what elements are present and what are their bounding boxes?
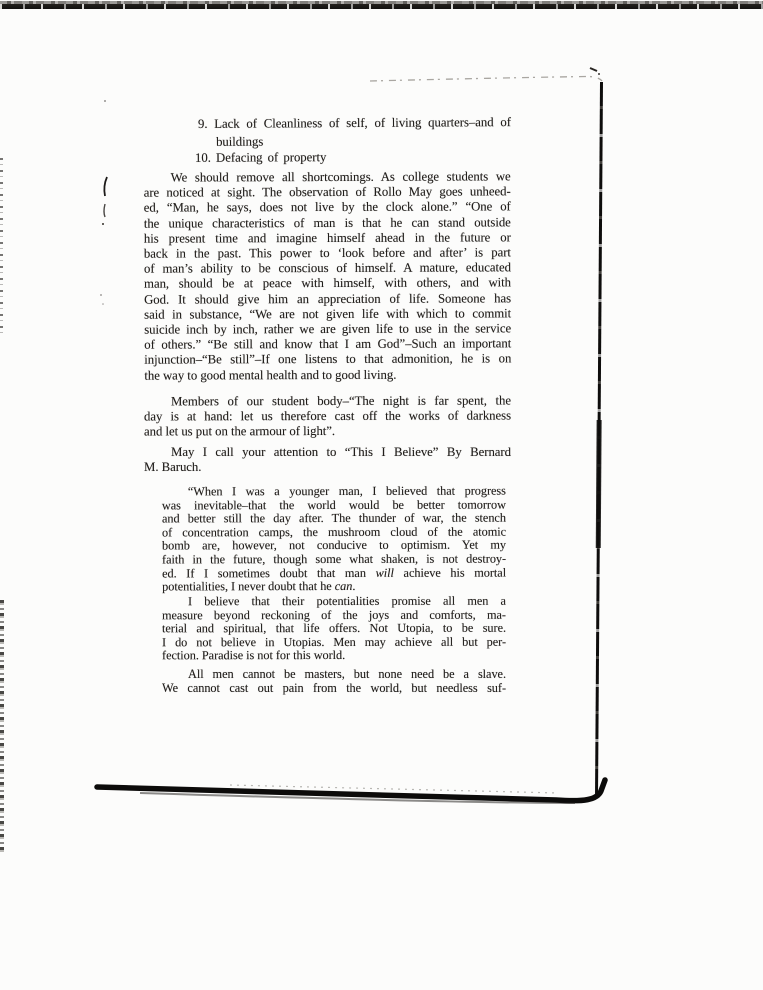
page-bottom-dotted-line bbox=[230, 785, 558, 793]
text-line: the unique characteristics of man is that he can stand outside bbox=[143, 214, 511, 231]
left-margin-scan-noise bbox=[0, 158, 3, 333]
page-right-edge-line bbox=[595, 82, 603, 798]
text-line: was inevitable–that the world would be better tomorrow bbox=[161, 497, 506, 513]
paragraph-2 bbox=[144, 394, 511, 441]
text-line: injunction–“Be still”–If one listens to that admonition, he is on bbox=[144, 351, 512, 368]
list-text: Defacing of property bbox=[215, 150, 327, 165]
blockquote-3 bbox=[162, 668, 506, 695]
text-line: of others.” “Be still and know that I am God”–Such an important bbox=[144, 336, 512, 352]
text-line: faith in the future, though some what shaken, is not destroy- bbox=[162, 551, 507, 567]
text-line: We cannot cast out pain from the world, but needless suf- bbox=[162, 680, 506, 695]
paragraph-3 bbox=[144, 445, 511, 475]
page-top-edge-line bbox=[370, 76, 602, 81]
text-line: man, should be at peace with himself, with others, and with bbox=[144, 275, 512, 292]
left-margin-scan-noise bbox=[0, 600, 4, 855]
text-line: suicide inch by inch, rather we are given life to use in the service bbox=[144, 321, 512, 337]
text-line: his present time and imagine himself ahead in the future or bbox=[143, 230, 511, 246]
speck bbox=[102, 303, 104, 305]
text-line: of man’s ability to be conscious of himself. A mature, educated bbox=[143, 260, 511, 276]
page-bottom-edge-curve bbox=[97, 780, 605, 801]
text-line: measure beyond reckoning of the joys and comforts, ma- bbox=[161, 607, 506, 622]
speck bbox=[100, 294, 102, 296]
text-line: Members of our student body–“The night is far spent, the bbox=[170, 393, 511, 409]
text-line: M. Baruch. bbox=[144, 460, 202, 475]
text-line: May I call your attention to “This I Believe” By Bernard bbox=[171, 445, 511, 459]
text-line: ed. If I sometimes doubt that man will achieve his mortal bbox=[162, 565, 507, 581]
text-line: bomb are, however, not conducive to optimism. Yet my bbox=[161, 537, 507, 553]
list-item-10 bbox=[195, 149, 511, 166]
text-line: and better still the day after. The thunder of war, the stench bbox=[161, 510, 506, 526]
text-line: potentialities, I never doubt that he can. bbox=[162, 579, 356, 594]
text-line: I do not believe in Utopias. Men may achieve all but per- bbox=[162, 634, 507, 650]
blockquote-1 bbox=[162, 485, 506, 595]
italic-word: can bbox=[334, 579, 353, 594]
text-line: the way to good mental health and to good living. bbox=[144, 367, 397, 383]
scanner-top-edge-band-dark bbox=[0, 4, 763, 9]
list-item-9 bbox=[198, 113, 511, 151]
text-line bbox=[195, 149, 511, 166]
speck bbox=[102, 223, 104, 225]
text-line: We should remove all shortcomings. As college students we bbox=[170, 169, 511, 185]
text-line: “When I was a younger man, I believed that progress bbox=[187, 483, 506, 499]
text-line: terial and spiritual, that life offers. Not Utopia, to be sure. bbox=[161, 620, 507, 636]
italic-word: will bbox=[375, 565, 394, 580]
text-line: of concentration camps, the mushroom cloud of the atomic bbox=[161, 524, 506, 540]
text-line: buildings bbox=[216, 134, 264, 149]
text-line: are noticed at sight. The observation of Rollo May goes unheed- bbox=[143, 184, 511, 200]
stray-pen-mark bbox=[104, 177, 107, 196]
list-number: 10. bbox=[194, 150, 211, 165]
stray-pen-mark bbox=[104, 204, 105, 217]
text-line: day is at hand: let us therefore cast off the works of darkness bbox=[143, 408, 512, 424]
speck bbox=[104, 100, 106, 102]
blockquote-2 bbox=[162, 595, 506, 664]
text-line: I believe that their potentialities promise all men a bbox=[187, 593, 506, 609]
text-line: All men cannot be masters, but none need be a slave. bbox=[188, 667, 506, 681]
corner-curl-mark bbox=[590, 68, 597, 71]
text-line: and let us put on the armour of light”. bbox=[144, 424, 336, 439]
text-line: fection. Paradise is not for this world. bbox=[162, 648, 346, 663]
text-line: ed, “Man, he says, does not live by the clock alone.” “One of bbox=[143, 199, 511, 216]
page-bottom-edge-echo bbox=[140, 793, 575, 803]
corner-dot bbox=[598, 73, 600, 75]
text-line: God. It should give him an appreciation of life. Someone has bbox=[144, 290, 512, 307]
list-number: 9. bbox=[197, 116, 208, 131]
list-text: Lack of Cleanliness of self, of living quarters–and of bbox=[214, 115, 511, 131]
paragraph-1 bbox=[144, 169, 512, 383]
text-line bbox=[198, 113, 511, 133]
text-line: said in substance, “We are not given life with which to commit bbox=[144, 306, 512, 322]
text-line: back in the past. This power to ‘look before and after’ is part bbox=[143, 245, 511, 261]
